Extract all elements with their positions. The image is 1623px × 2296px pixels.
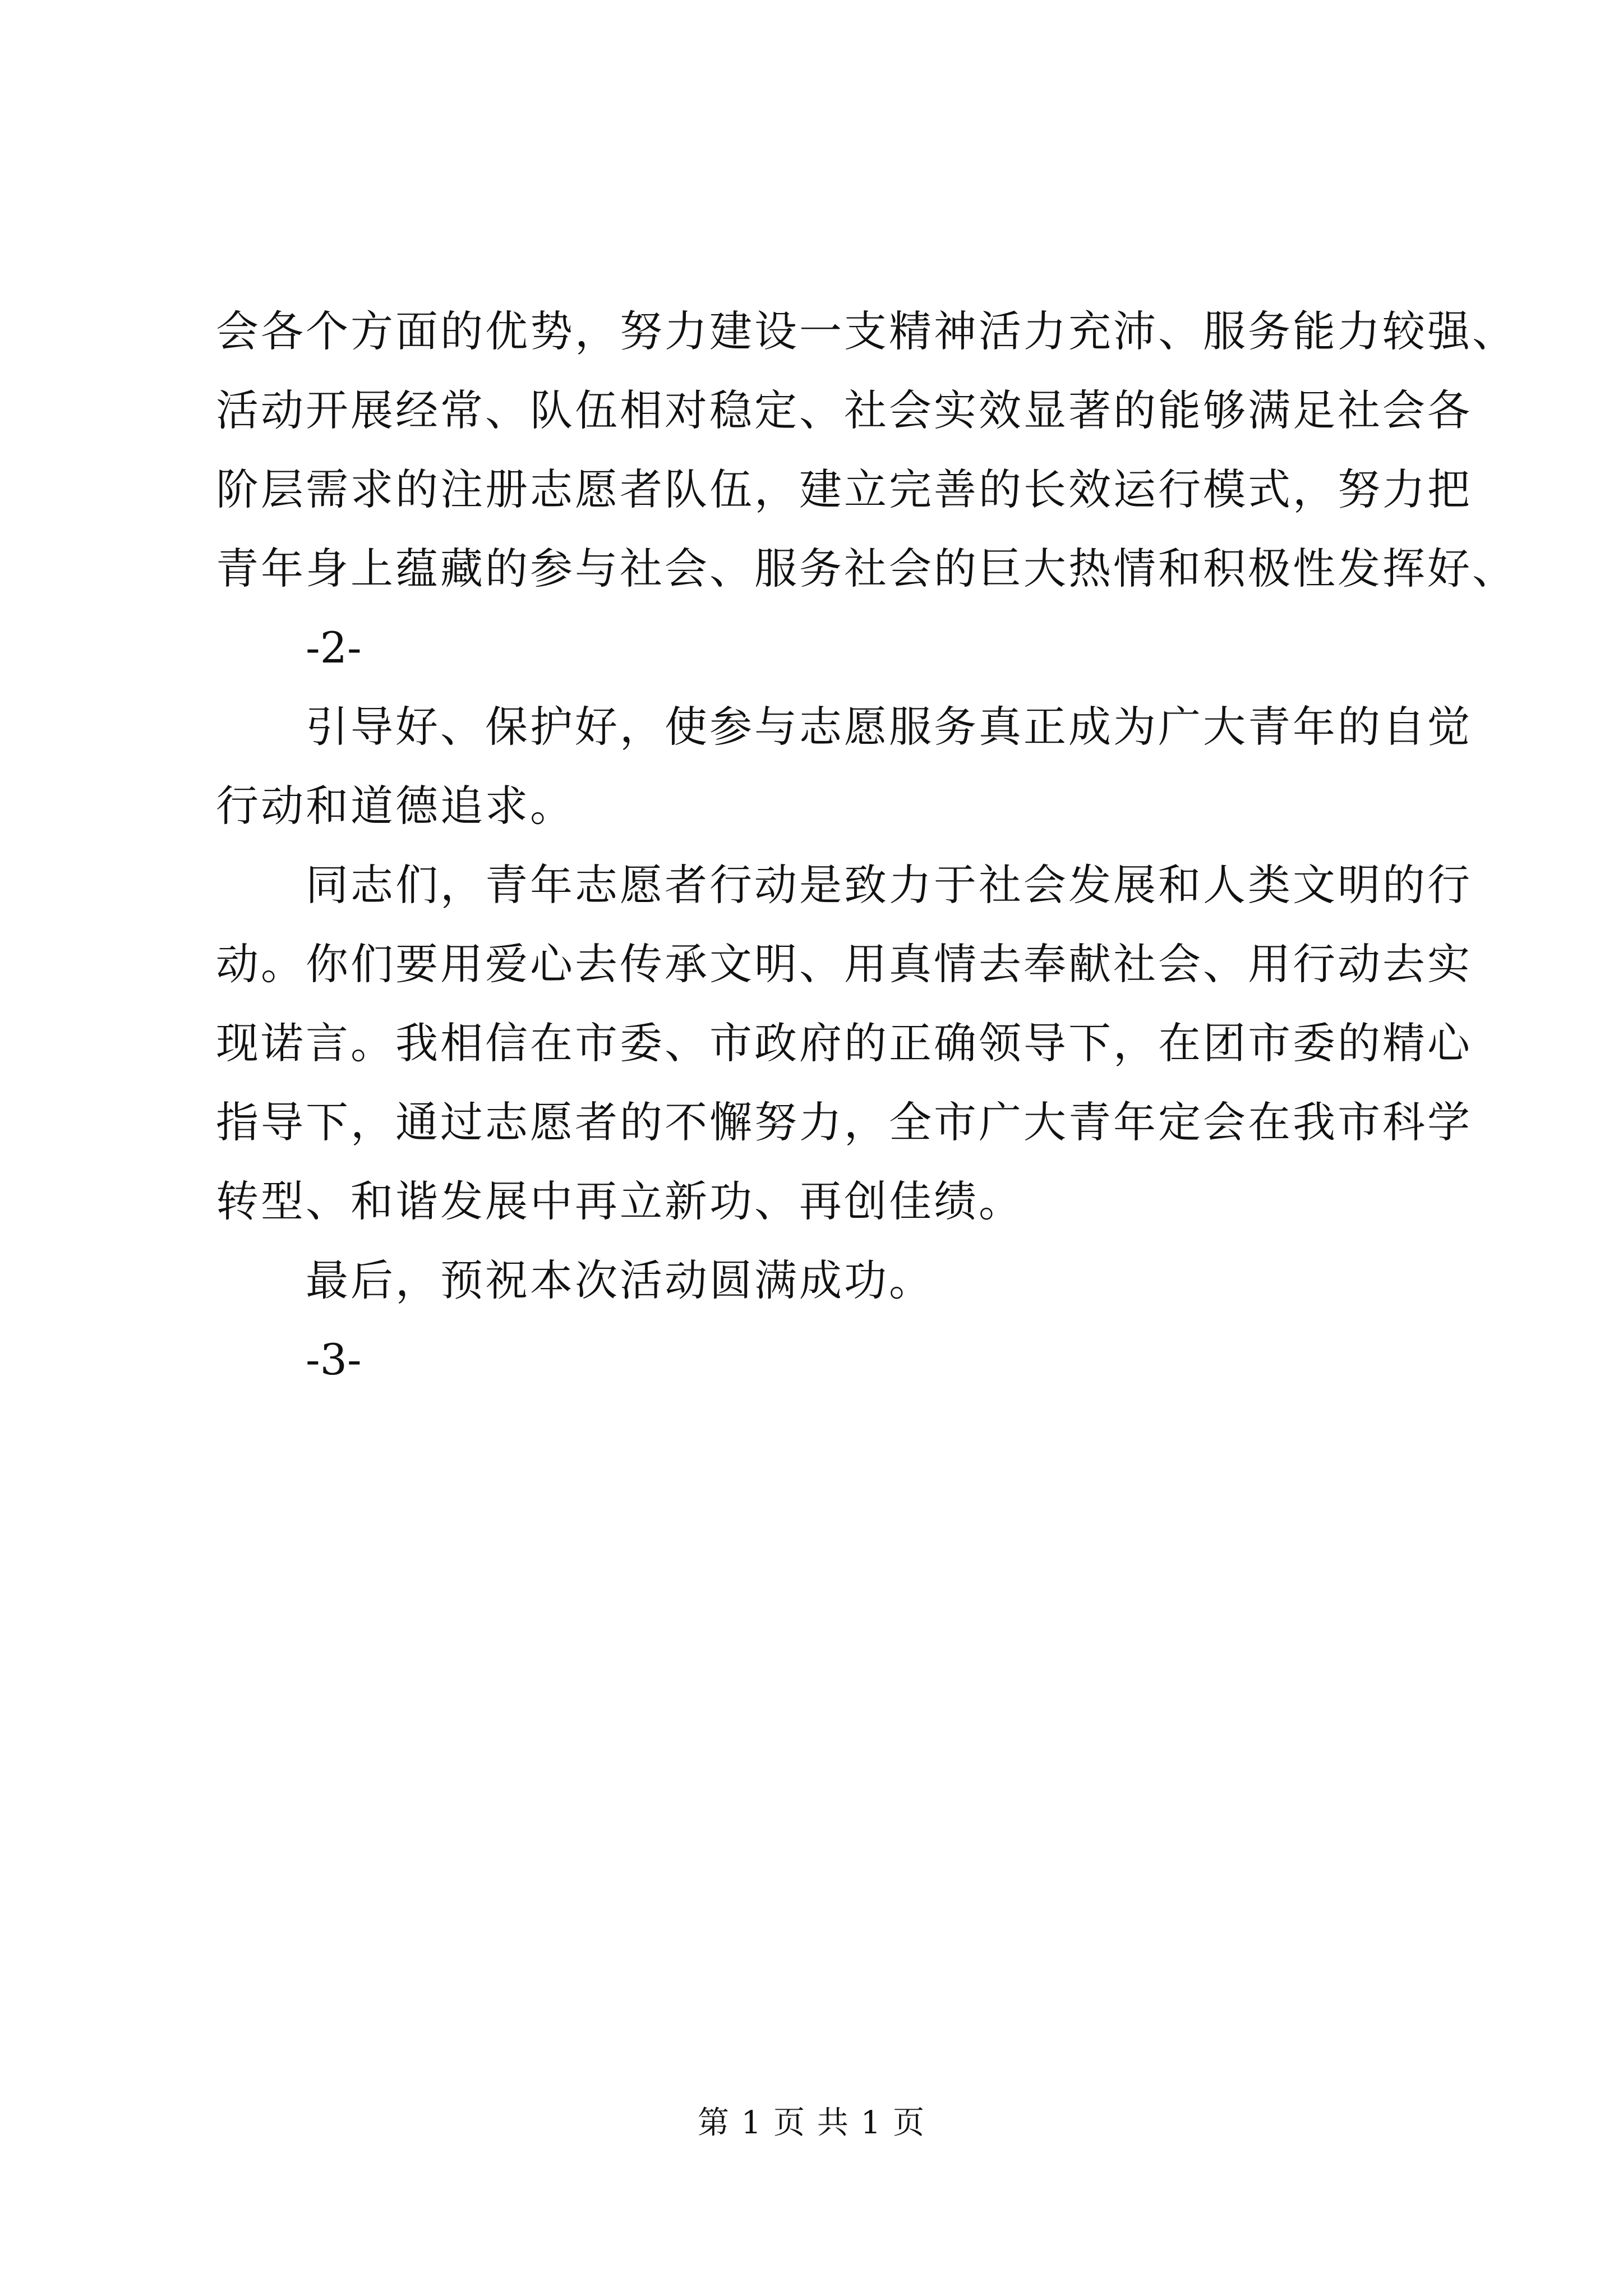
paragraph-start-line: 引导好、保护好，使参与志愿服务真正成为广大青年的自觉	[306, 702, 1472, 752]
text-line: 行动和道德追求。	[216, 781, 575, 831]
text-line: 现诺言。我相信在市委、市政府的正确领导下，在团市委的精心	[216, 1018, 1472, 1068]
paragraph-start-line: 最后，预祝本次活动圆满成功。	[306, 1255, 934, 1305]
text-line: 动。你们要用爱心去传承文明、用真情去奉献社会、用行动去实	[216, 939, 1472, 989]
text-line: 转型、和谐发展中再立新功、再创佳绩。	[216, 1176, 1023, 1226]
text-line: 阶层需求的注册志愿者队伍，建立完善的长效运行模式，努力把	[216, 464, 1472, 514]
text-line: 青年身上蕴藏的参与社会、服务社会的巨大热情和积极性发挥好、	[216, 544, 1517, 593]
text-line: 活动开展经常、队伍相对稳定、社会实效显著的能够满足社会各	[216, 385, 1472, 435]
paragraph-start-line: 同志们，青年志愿者行动是致力于社会发展和人类文明的行	[306, 860, 1472, 910]
document-body	[216, 292, 1517, 1399]
text-line: 会各个方面的优势，努力建设一支精神活力充沛、服务能力较强、	[216, 306, 1517, 356]
page-footer: 第 1 页 共 1 页	[697, 2105, 926, 2141]
text-line: 指导下，通过志愿者的不懈努力，全市广大青年定会在我市科学	[216, 1097, 1472, 1147]
page-marker: -3-	[306, 1335, 362, 1384]
page-marker: -2-	[306, 623, 362, 673]
